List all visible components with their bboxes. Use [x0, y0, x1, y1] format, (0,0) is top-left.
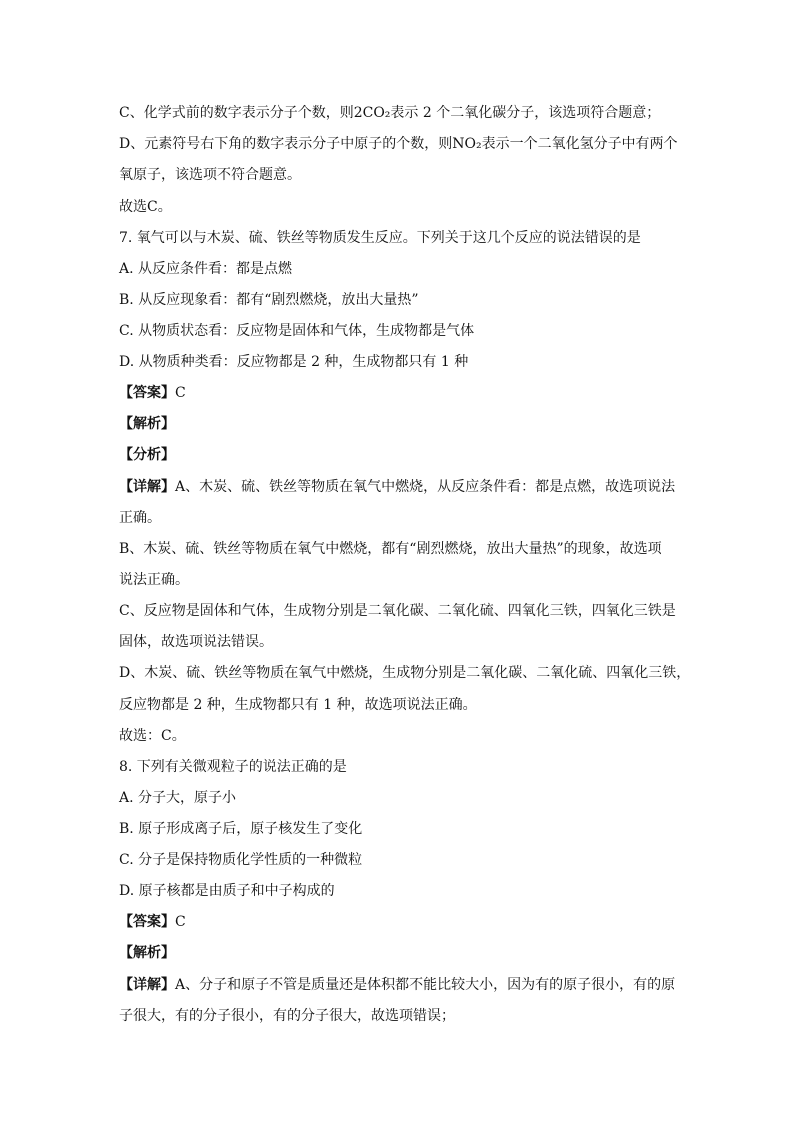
detail-line: [119, 976, 689, 994]
answer-value: C: [175, 385, 186, 401]
text-line: [119, 664, 689, 682]
answer-line: [119, 913, 689, 931]
line-text: 故选C。: [119, 199, 172, 215]
answer-line: [119, 384, 689, 402]
line-text: C、化学式前的数字表示分子个数，则2CO₂表示 2 个二氧化碳分子，该选项符合题意；: [119, 105, 661, 121]
answer-value: C: [175, 914, 186, 930]
question-8-stem: [119, 758, 689, 776]
detail-tag: 【详解】: [119, 977, 175, 993]
text-line: [119, 509, 689, 527]
line-text: A. 从反应条件看：都是点燃: [119, 261, 293, 277]
text-line: [119, 602, 689, 620]
line-text: 正确。: [119, 510, 161, 526]
text-line: [119, 633, 689, 651]
option-d: [119, 353, 689, 371]
line-text: 说法正确。: [119, 572, 189, 588]
analysis-tag: 【解析】: [119, 416, 175, 432]
line-text: 8. 下列有关微观粒子的说法正确的是: [119, 759, 347, 775]
line-text: C. 从物质状态看：反应物是固体和气体，生成物都是气体: [119, 323, 475, 339]
option-d: [119, 882, 689, 900]
text-line: [119, 727, 689, 745]
line-text: C、反应物是固体和气体，生成物分别是二氧化碳、二氧化硫、四氧化三铁，四氧化三铁是: [119, 603, 676, 619]
line-text: D. 原子核都是由质子和中子构成的: [119, 883, 335, 899]
option-c: [119, 322, 689, 340]
line-text: B. 原子形成离子后，原子核发生了变化: [119, 821, 363, 837]
text-line: [119, 135, 689, 153]
option-c: [119, 851, 689, 869]
text-line: [119, 571, 689, 589]
line-text: 反应物都是 2 种，生成物都只有 1 种，故选项说法正确。: [119, 697, 477, 713]
line-text: D、木炭、硫、铁丝等物质在氧气中燃烧，生成物分别是二氧化碳、二氧化硫、四氧化三铁，: [119, 665, 691, 681]
line-text: A. 分子大，原子小: [119, 790, 237, 806]
line-text: D、元素符号右下角的数字表示分子中原子的个数，则NO₂表示一个二氧化氢分子中有两个: [119, 136, 678, 152]
breakdown-heading: [119, 446, 689, 464]
line-text: 故选：C。: [119, 728, 186, 744]
line-text: A、分子和原子不管是质量还是体积都不能比较大小，因为有的原子很小，有的原: [175, 977, 676, 993]
analysis-tag: 【解析】: [119, 945, 175, 961]
line-text: C. 分子是保持物质化学性质的一种微粒: [119, 852, 363, 868]
detail-line: [119, 478, 689, 496]
text-line: [119, 1007, 689, 1025]
answer-tag: 【答案】: [119, 914, 175, 930]
line-text: 子很大，有的分子很小，有的分子很大，故选项错误；: [119, 1008, 455, 1024]
detail-tag: 【详解】: [119, 479, 175, 495]
text-line: [119, 696, 689, 714]
line-text: B、木炭、硫、铁丝等物质在氧气中燃烧，都有“剧烈燃烧，放出大量热”的现象，故选项: [119, 541, 662, 557]
analysis-heading: [119, 415, 689, 433]
line-text: A、木炭、硫、铁丝等物质在氧气中燃烧，从反应条件看：都是点燃，故选项说法: [175, 479, 676, 495]
line-text: 7. 氧气可以与木炭、硫、铁丝等物质发生反应。下列关于这几个反应的说法错误的是: [119, 230, 641, 246]
text-line: [119, 104, 689, 122]
line-text: 固体，故选项说法错误。: [119, 634, 273, 650]
option-a: [119, 260, 689, 278]
option-b: [119, 291, 689, 309]
question-7-stem: [119, 229, 689, 247]
analysis-heading: [119, 944, 689, 962]
line-text: B. 从反应现象看：都有“剧烈燃烧，放出大量热”: [119, 292, 419, 308]
option-a: [119, 789, 689, 807]
text-line: [119, 198, 689, 216]
option-b: [119, 820, 689, 838]
line-text: 氧原子，该选项不符合题意。: [119, 167, 301, 183]
line-text: D. 从物质种类看：反应物都是 2 种，生成物都只有 1 种: [119, 354, 469, 370]
text-line: [119, 540, 689, 558]
answer-tag: 【答案】: [119, 385, 175, 401]
breakdown-tag: 【分析】: [119, 447, 175, 463]
text-line: [119, 166, 689, 184]
